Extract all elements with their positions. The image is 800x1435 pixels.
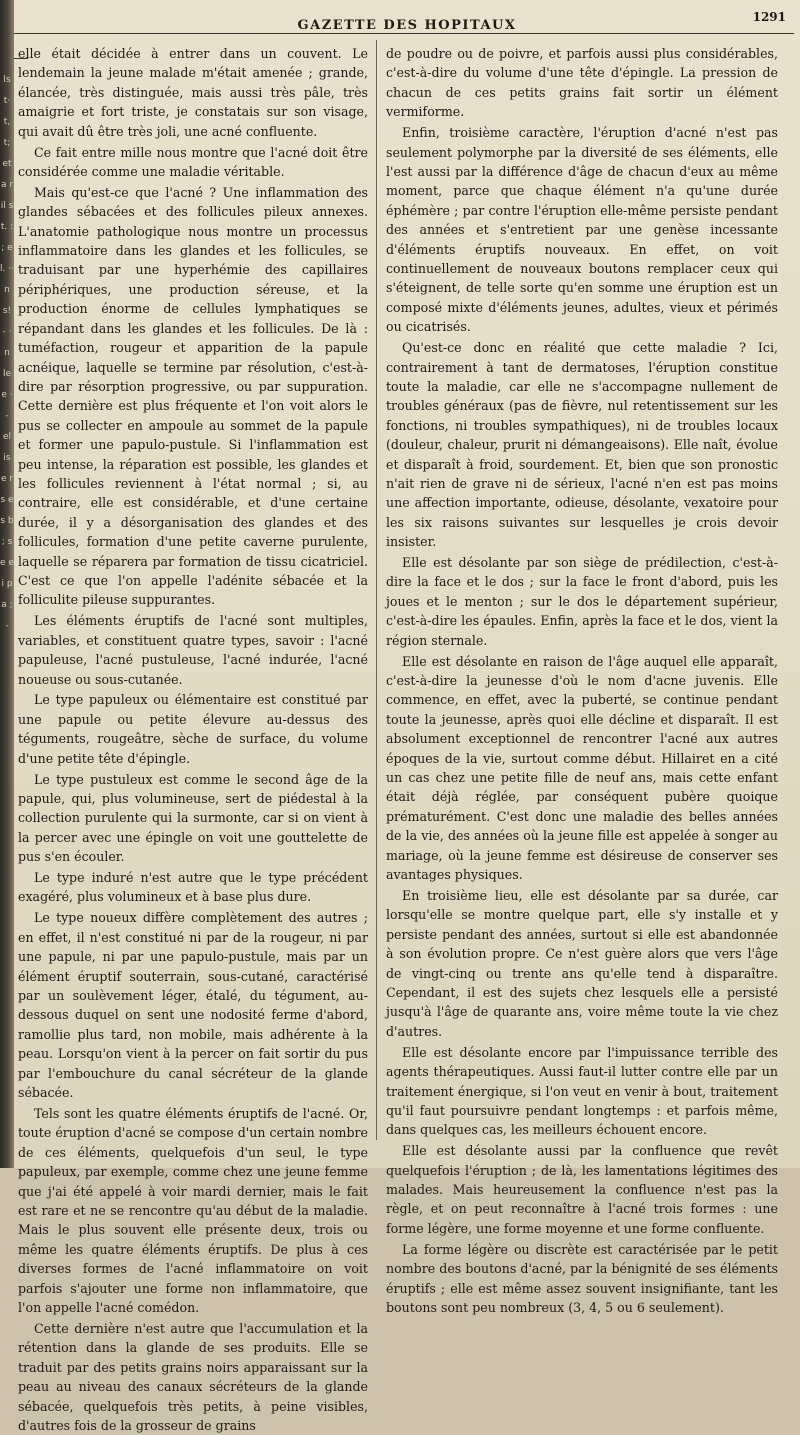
paragraph: Les éléments éruptifs de l'acné sont multiples, variables, et constituent quatre types, savoir : l'acné papuleuse, l'acné pustuleuse, l'acné indurée, l'acné noueuse ou sous-cutanée.: [18, 613, 368, 687]
paragraph: En troisième lieu, elle est désolante par sa durée, car lorsqu'elle se montre quelque part, elle s'y installe et y persiste pendant des années, surtout si elle est abandonnée à son évolution propre. Ce n'est guère alors que vers l'âge de vingt-cinq ou trente ans qu'elle tend à disparaître. Cependant, il est des sujets chez lesquels elle a persisté jusqu'à l'âge de quarante ans, voire même toute la vie chez d'autres.: [386, 887, 778, 1039]
paragraph: La forme légère ou discrète est caractérisée par le petit nombre des boutons d'acné, par la bénignité de ses éléments éruptifs ; elle est même assez souvent insignifiante, tant les boutons sont peu nombreux (3, 4, 5 ou 6 seulement).: [386, 1241, 778, 1315]
paragraph: Mais qu'est-ce que l'acné ? Une inflammation des glandes sébacées et des follicules pileux annexes. L'anatomie pathologique nous montre un processus inflammatoire dans les glandes et les follicules, se traduisant par une hyperhémie des capillaires périphériques, une production séreuse, et la production énorme de cellules lymphatiques se répandant dans les glandes et les follicules. De là : tuméfaction, rougeur et apparition de la papule acnéique, laquelle se termine par résolution, c'est-à-dire par résorption progressive, ou par suppuration. Cette dernière est plus fréquente et l'on voit alors le pus se collecter en ampoule au sommet de la papule et former une papulo-pustule. Si l'inflammation est peu intense, la réparation est possible, les glandes et les follicules reviennent à l'état normal ; si, au contraire, elle est considérable, et d'une certaine durée, il y a désorganisation des glandes et des follicules, formation d'une petite caverne purulente, laquelle se réparera par formation de tissu cicatriciel. C'est ce que l'on appelle l'adénite sébacée et la folliculite pileuse suppurantes.: [18, 184, 368, 608]
column-divider: [376, 40, 377, 1140]
paragraph: Tels sont les quatre éléments éruptifs de l'acné. Or, toute éruption d'acné se compose d'un certain nombre de ces éléments, quelquefois d'un seul, le type papuleux, par exemple, comme chez une jeune femme que j'ai été appelé à voir mardi dernier, mais le fait est rare et ne se rencontre qu'au début de la maladie. Mais le plus souvent elle présente deux, trois ou même les quatre éléments éruptifs. De plus à ces diverses formes de l'acné inflammatoire on voit parfois s'ajouter une forme non inflammatoire, que l'on appelle l'acné comédon.: [18, 1105, 368, 1315]
paragraph: Elle est désolante en raison de l'âge auquel elle apparaît, c'est-à-dire la jeunesse d'où le nom d'acne juvenis. Elle commence, en effet, avec la puberté, se continue pendant toute la jeunesse, après quoi elle décline et disparaît. Il est absolument exceptionnel de rencontrer l'acné aux autres époques de la vie, surtout comme début. Hillairet en a cité un cas chez une petite fille de neuf ans, mais cette enfant était déjà réglée, par conséquent pubère quoique prématurément. C'est donc une maladie des belles années de la vie, des années où la jeune fille est appelée à songer au mariage, où la jeune femme est désireuse de conserver ses avantages physiques.: [386, 653, 778, 883]
paragraph: Elle est désolante aussi par la confluence que revêt quelquefois l'éruption ; de là, les lamentations légitimes des malades. Mais heureusement la confluence n'est pas la règle, et on peut reconnaître à l'acné trois formes : une forme légère, une forme moyenne et une forme confluente.: [386, 1143, 778, 1236]
paragraph: Le type noueux diffère complètement des autres ; en effet, il n'est constitué ni par de la rougeur, ni par une papule, ni par une papulo-pustule, mais par un élément éruptif souterrain, sous-cutané, caractérisé par un soulèvement léger, étalé, du tégument, au-dessous duquel on sent une nodosité ferme d'abord, ramollie plus tard, non mobile, mais adhérente à la peau. Lorsqu'on vient à la percer on fait sortir du pus par l'embouchure du canal sécréteur de la glande sébacée.: [18, 910, 368, 1101]
paragraph: Qu'est-ce donc en réalité que cette maladie ? Ici, contrairement à tant de dermatoses, l'éruption constitue toute la maladie, car elle ne s'accompagne nullement de troubles généraux (pas de fièvre, nul retentissement sur les fonctions, ni troubles sympathiques), ni de troubles locaux (douleur, chaleur, prurit ni démangeaisons). Elle naît, évolue et disparaît à froid, sourdement. Et, bien que son pronostic n'ait rien de grave ni de sérieux, l'acné n'en est pas moins une affection importante, odieuse, désolante, vexatoire pour les six raisons suivantes sur lesquelles je crois devoir insister.: [386, 340, 778, 550]
paragraph: Le type pustuleux est comme le second âge de la papule, qui, plus volumineuse, sert de piédestal à la collection purulente qui la surmonte, car si on vient à la percer avec une épingle on voit une gouttelette de pus s'en écouler.: [18, 771, 368, 865]
left-column: [18, 44, 368, 1433]
paragraph: de poudre ou de poivre, et parfois aussi plus considérables, c'est-à-dire du volume d'une tête d'épingle. La pression de chacun de ces petits grains fait sortir un élément vermiforme.: [386, 46, 778, 120]
paragraph: elle était décidée à entrer dans un couvent. Le lendemain la jeune malade m'était amenée ; grande, élancée, très distinguée, mais aussi très pâle, très amaigrie et fort triste, je constatais sur son visage, qui avait dû être très joli, une acné confluente.: [18, 46, 368, 139]
newspaper-page: [14, 0, 800, 1433]
header-rule: [14, 33, 794, 34]
paragraph: Le type induré n'est autre que le type précédent exagéré, plus volumineux et à base plus dure.: [18, 870, 368, 905]
paragraph: Le type papuleux ou élémentaire est constitué par une papule ou petite élevure au-dessus des téguments, rougeâtre, sèche de surface, du volume d'une petite tête d'épingle.: [18, 692, 368, 766]
page-title: GAZETTE DES HOPITAUX: [297, 18, 517, 33]
binding-gutter: [0, 0, 14, 1168]
gutter-letters: ls t· t, t; et a r il s t. : ; e l. ·· n s! - · n le e · - el is e r s e s b ; s e e i p a ; -: [0, 75, 14, 631]
page-number: 1291: [752, 10, 786, 24]
paragraph: Enfin, troisième caractère, l'éruption d'acné n'est pas seulement polymorphe par la diversité de ses éléments, elle l'est aussi par la différence d'âge de chacun d'eux au même moment, parce que chaque élément n'a qu'une durée éphémère ; par contre l'éruption elle-même persiste pendant des années et s'entretient par une genèse incessante d'éléments éruptifs nouveaux. En effet, on voit continuellement de nouveaux boutons remplacer ceux qui s'éteignent, de telle sorte qu'en somme une éruption est un composé mixte d'éléments jeunes, adultes, vieux et périmés ou cicatrisés.: [386, 125, 778, 335]
paragraph: Elle est désolante par son siège de prédilection, c'est-à-dire la face et le dos ; sur la face le front d'abord, puis les joues et le menton ; sur le dos le département supérieur, c'est-à-dire les épaules. Enfin, après la face et le dos, vient la région sternale.: [386, 555, 778, 648]
right-column: [386, 44, 778, 1315]
paragraph: Ce fait entre mille nous montre que l'acné doit être considérée comme une maladie véritable.: [18, 144, 368, 179]
paragraph: Elle est désolante encore par l'impuissance terrible des agents thérapeutiques. Aussi faut-il lutter contre elle par un traitement énergique, si l'on veut en venir à bout, traitement qu'il faut poursuivre pendant longtemps : et parfois même, dans quelques cas, les meilleurs échouent encore.: [386, 1044, 778, 1138]
paragraph: Cette dernière n'est autre que l'accumulation et la rétention dans la glande de ses produits. Elle se traduit par des petits grains noirs apparaissant sur la peau au niveau des canaux sécréteurs de la glande sébacée, quelquefois très petits, à peine visibles, d'autres fois de la grosseur de grains: [18, 1320, 368, 1433]
